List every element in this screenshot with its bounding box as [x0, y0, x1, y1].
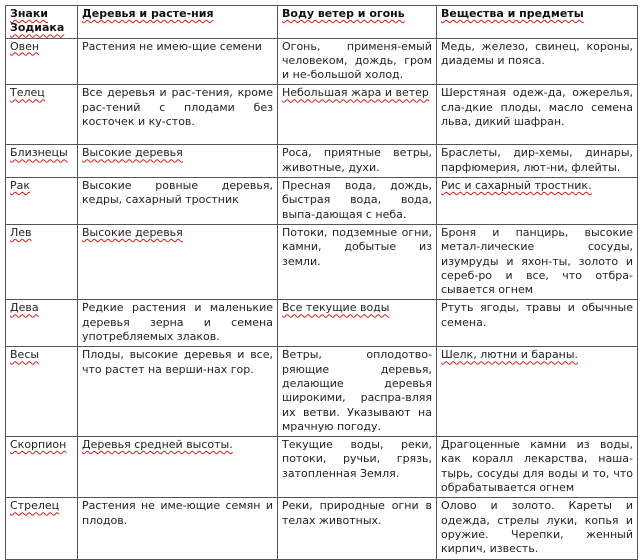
- elements-cell: Все текущие воды: [278, 300, 437, 347]
- items-cell: Олово и золото. Кареты и одежда, стрелы луки, копья и оружие. Черепки, женный кирпич, известь.: [437, 498, 638, 560]
- table-row: [6, 437, 638, 498]
- table-row: [6, 178, 638, 225]
- plants-cell: Высокие деревья: [78, 224, 278, 299]
- elements-cell: Ветры, оплодотво-ряющие деревья, делающие деревья широкими, распра-вляя их ветви. Указывают на мрачную погоду.: [278, 347, 437, 437]
- plants-cell: Деревья средней высоты.: [78, 437, 278, 498]
- sign-cell: Стрелец: [6, 498, 78, 560]
- plants-cell: Высокие деревья: [78, 145, 278, 178]
- elements-cell: Небольшая жара и ветер: [278, 85, 437, 145]
- items-cell: Драгоценные камни из воды, как коралл лекарства, наша-тырь, сосуды для воды и то, что обрабатывается огнем: [437, 437, 638, 498]
- header-elements: Воду ветер и огонь: [278, 6, 437, 39]
- elements-cell: Пресная вода, дождь, быстрая вода, вода, выпа-дающая с неба.: [278, 178, 437, 225]
- header-plants: Деревья и расте-ния: [78, 6, 278, 39]
- items-cell: Браслеты, дир-хемы, динары, парфюмерия, лют-ни, флейты.: [437, 145, 638, 178]
- sign-cell: Овен: [6, 38, 78, 85]
- items-cell: Броня и панцирь, высокие метал-лические сосуды, изумруды и яхон-ты, золото и сереб-ро и все, что отбра-сывается огнем: [437, 224, 638, 299]
- sign-cell: Телец: [6, 85, 78, 145]
- plants-cell: Плоды, высокие деревья и все, что растет на верши-нах гор.: [78, 347, 278, 437]
- header-row: [6, 6, 638, 39]
- plants-cell: Высокие ровные деревья, кедры, сахарный тростник: [78, 178, 278, 225]
- table-row: [6, 498, 638, 560]
- items-cell: Шерстяная одеж-да, ожерелья, сла-дкие плоды, масло семена льва, дикий шафран.: [437, 85, 638, 145]
- table-row: [6, 38, 638, 85]
- table-row: [6, 145, 638, 178]
- sign-cell: Дева: [6, 300, 78, 347]
- items-cell: Шелк, лютни и бараны.: [437, 347, 638, 437]
- plants-cell: Все деревья и рас-тения, кроме рас-тений с плодами без косточек и ку-стов.: [78, 85, 278, 145]
- table-row: [6, 224, 638, 299]
- items-cell: Медь, железо, свинец, короны, диадемы и пояса.: [437, 38, 638, 85]
- table-row: [6, 347, 638, 437]
- sign-cell: Весы: [6, 347, 78, 437]
- plants-cell: Редкие растения и маленькие деревья зерна и семена употребляемых злаков.: [78, 300, 278, 347]
- sign-cell: Лев: [6, 224, 78, 299]
- plants-cell: Растения не име-ющие семян и плодов.: [78, 498, 278, 560]
- header-sign: Знаки Зодиака: [6, 6, 78, 39]
- header-items: Вещества и предметы: [437, 6, 638, 39]
- sign-cell: Рак: [6, 178, 78, 225]
- sign-cell: Близнецы: [6, 145, 78, 178]
- elements-cell: Текущие воды, реки, потоки, ручьи, грязь, затопленная Земля.: [278, 437, 437, 498]
- table-row: [6, 300, 638, 347]
- elements-cell: Потоки, подземные огни, камни, добытые из земли.: [278, 224, 437, 299]
- sign-cell: Скорпион: [6, 437, 78, 498]
- zodiac-table: [5, 5, 638, 560]
- plants-cell: Растения не имею-щие семени: [78, 38, 278, 85]
- elements-cell: Роса, приятные ветры, животные, духи.: [278, 145, 437, 178]
- elements-cell: Реки, природные огни в телах животных.: [278, 498, 437, 560]
- elements-cell: Огонь, применя-емый человеком, дождь, гром и не-большой холод.: [278, 38, 437, 85]
- table-row: [6, 85, 638, 145]
- items-cell: Рис и сахарный тростник.: [437, 178, 638, 225]
- items-cell: Ртуть ягоды, травы и обычные семена.: [437, 300, 638, 347]
